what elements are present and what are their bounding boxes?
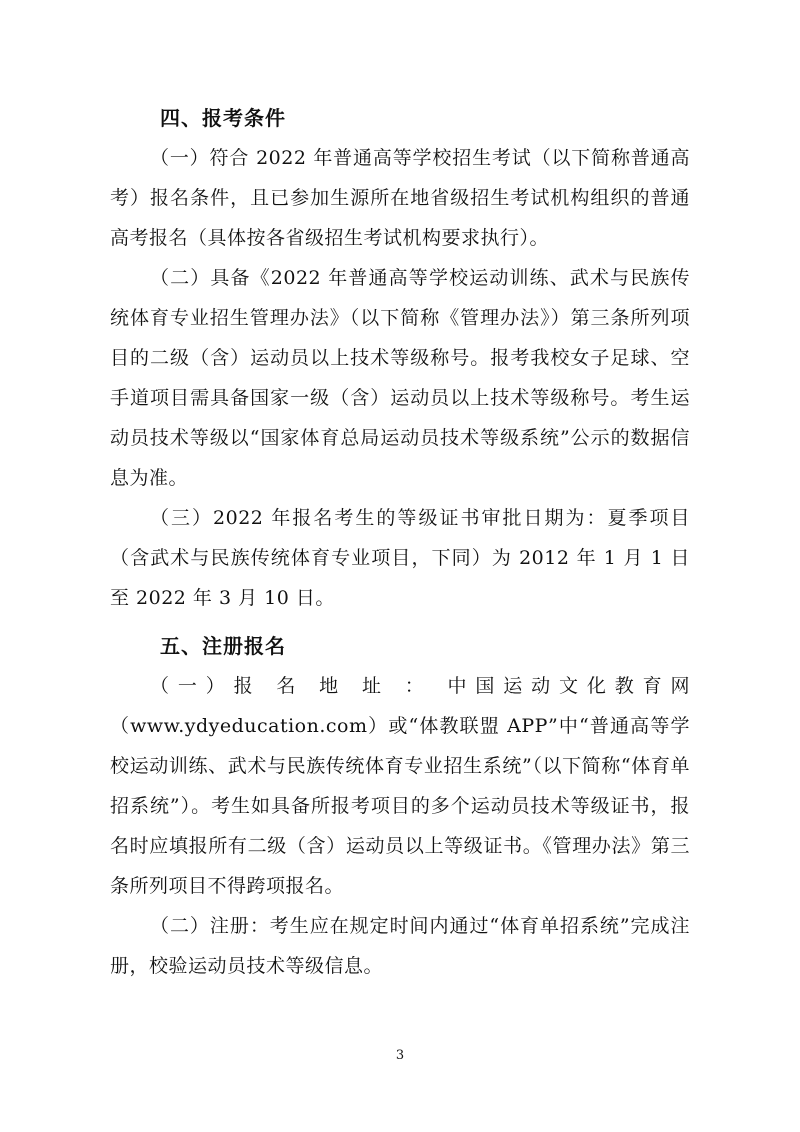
paragraph-condition-2: （二）具备《2022 年普通高等学校运动训练、武术与民族传统体育专业招生管理办法》（以下简称《管理办法》）第三条所列项目的二级（含）运动员以上技术等级称号。报考我校女子足球、空手道项目需具备国家一级（含）运动员以上技术等级称号。考生运动员技术等级以“国家体育总局运动员技术等级系统”公示的数据信息为准。 [110,267,690,489]
paragraph-registration-address: （一）报 名 地 址 ： 中国运动文化教育网（www.ydyeducation.com）或“体教联盟 APP”中“普通高等学校运动训练、武术与民族传统体育专业招生系统”（以下简称“体育单招系统”）。考生如具备所报考项目的多个运动员技术等级证书，报名时应填报所有二级（含）运动员以上等级证书。《管理办法》第三条所列项目不得跨项报名。 [110,675,690,897]
page-number: 3 [395,1048,405,1063]
paragraph-condition-3: （三）2022 年报名考生的等级证书审批日期为：夏季项目（含武术与民族传统体育专业项目，下同）为 2012 年 1 月 1 日至 2022 年 3 月 10 日。 [110,507,690,609]
paragraph-registration-signup: （二）注册：考生应在规定时间内通过“体育单招系统”完成注册，校验运动员技术等级信息。 [110,915,690,977]
document-body [110,98,690,986]
section-heading-registration: 五、注册报名 [160,634,286,658]
paragraph-condition-1: （一）符合 2022 年普通高等学校招生考试（以下简称普通高考）报名条件，且已参加生源所在地省级招生考试机构组织的普通高考报名（具体按各省级招生考试机构要求执行）。 [110,147,690,249]
section-heading-exam-conditions: 四、报考条件 [160,106,286,130]
